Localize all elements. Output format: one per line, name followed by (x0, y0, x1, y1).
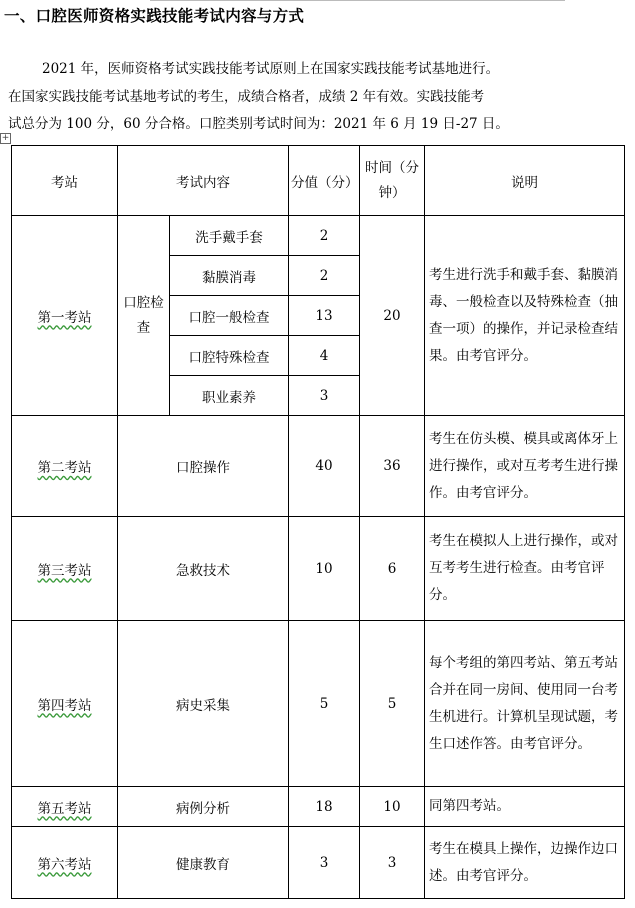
station-cell: 第三考站 (12, 517, 118, 621)
section-heading: 一、口腔医师资格实践技能考试内容与方式 (4, 7, 305, 25)
station-cell: 第一考站 (12, 216, 118, 416)
note-cell: 每个考组的第四考站、第五考站合并在同一房间、使用同一台考生机进行。计算机呈现试题，考生口述作答。由考官评分。 (425, 621, 625, 787)
group-cell: 口腔检查 (118, 216, 170, 416)
time-cell: 20 (360, 216, 425, 416)
table-header-row (12, 146, 625, 216)
score-cell: 10 (289, 517, 360, 621)
time-cell: 6 (360, 517, 425, 621)
time-cell: 3 (360, 827, 425, 899)
station-cell: 第五考站 (12, 787, 118, 827)
top-rule (150, 0, 565, 1)
content-cell: 口腔特殊检查 (170, 336, 289, 376)
content-cell: 健康教育 (118, 827, 289, 899)
note-cell: 同第四考站。 (425, 787, 625, 827)
header-content: 考试内容 (118, 146, 289, 216)
content-cell: 口腔一般检查 (170, 296, 289, 336)
note-cell: 考生在仿头模、模具或离体牙上进行操作，或对互考考生进行操作。由考官评分。 (425, 416, 625, 517)
intro-line: 试总分为 100 分，60 分合格。口腔类别考试时间为：2021 年 6 月 19 日-27 日。 (8, 116, 509, 132)
time-cell: 5 (360, 621, 425, 787)
station-cell: 第四考站 (12, 621, 118, 787)
note-cell: 考生在模具上操作，边操作边口述。由考官评分。 (425, 827, 625, 899)
content-cell: 洗手戴手套 (170, 216, 289, 256)
table-move-handle-icon[interactable]: + (1, 133, 10, 143)
note-cell: 考生在模拟人上进行操作，或对互考考生进行检查。由考官评分。 (425, 517, 625, 621)
score-cell: 5 (289, 621, 360, 787)
table-row (12, 621, 625, 787)
table-row (12, 827, 625, 899)
content-cell: 口腔操作 (118, 416, 289, 517)
exam-table (11, 145, 625, 899)
header-note: 说明 (425, 146, 625, 216)
content-cell: 黏膜消毒 (170, 256, 289, 296)
content-cell: 职业素养 (170, 376, 289, 416)
score-cell: 3 (289, 376, 360, 416)
score-cell: 13 (289, 296, 360, 336)
content-cell: 病例分析 (118, 787, 289, 827)
table-row (12, 787, 625, 827)
content-cell: 病史采集 (118, 621, 289, 787)
time-cell: 10 (360, 787, 425, 827)
content-cell: 急救技术 (118, 517, 289, 621)
score-cell: 2 (289, 216, 360, 256)
note-cell: 考生进行洗手和戴手套、黏膜消毒、一般检查以及特殊检查（抽查一项）的操作，并记录检查结果。由考官评分。 (425, 216, 625, 416)
header-score: 分值（分） (289, 146, 360, 216)
score-cell: 40 (289, 416, 360, 517)
header-station: 考站 (12, 146, 118, 216)
time-cell: 36 (360, 416, 425, 517)
table-row (12, 517, 625, 621)
score-cell: 2 (289, 256, 360, 296)
station-cell: 第二考站 (12, 416, 118, 517)
table-row (12, 216, 625, 256)
score-cell: 18 (289, 787, 360, 827)
header-time: 时间（分钟） (360, 146, 425, 216)
intro-line: 2021 年，医师资格考试实践技能考试原则上在国家实践技能考试基地进行。 (42, 61, 500, 77)
intro-line: 在国家实践技能考试基地考试的考生，成绩合格者，成绩 2 年有效。实践技能考 (8, 88, 485, 105)
station-cell: 第六考站 (12, 827, 118, 899)
score-cell: 3 (289, 827, 360, 899)
table-row (12, 416, 625, 517)
intro-paragraph (8, 56, 624, 139)
score-cell: 4 (289, 336, 360, 376)
